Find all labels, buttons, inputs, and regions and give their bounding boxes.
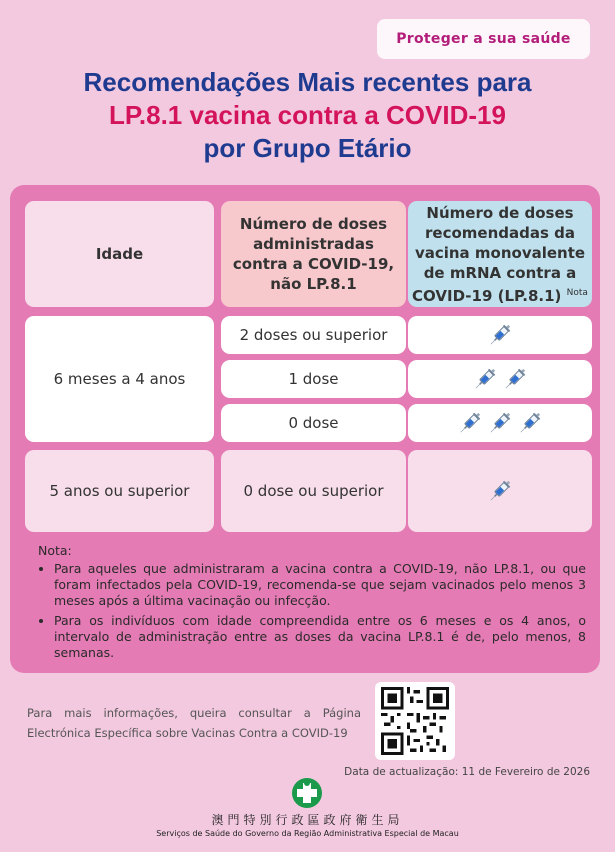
doses-cell-3: 0 dose [221, 404, 406, 442]
notes-title: Nota: [38, 543, 72, 558]
age-group-2: 5 anos ou superior [25, 450, 214, 532]
syringe-icon [487, 410, 513, 436]
recommended-cell-4 [408, 450, 592, 532]
title-line-2: LP.8.1 vacina contra a COVID-19 [109, 100, 506, 130]
update-date: Data de actualização: 11 de Fevereiro de 2026 [344, 766, 590, 778]
recommended-cell-2 [408, 360, 592, 398]
header-age: Idade [25, 201, 214, 307]
notes-section [38, 543, 586, 665]
header-doses-administered: Número de doses administradas contra a COVID-19, não LP.8.1 [221, 201, 406, 307]
note-item: • Para aqueles que administraram a vacina contra a COVID-19, não LP.8.1, ou que foram infectados pela COVID-19, recomenda-se que sejam vacinados pelo menos 3 meses após a última vacinação ou infecção. [54, 561, 586, 609]
tagline: Proteger a sua saúde [377, 19, 590, 59]
doses-cell-1: 2 doses ou superior [221, 316, 406, 354]
header-note-mark: Nota [566, 287, 588, 298]
syringe-icon [472, 366, 498, 392]
header-recommended-text: Número de doses recomendadas da vacina monovalente de mRNA contra a COVID-19 (LP.8.1) [412, 203, 586, 305]
qr-code-icon [381, 687, 449, 755]
recommendation-table [10, 185, 600, 673]
agency-name-portuguese: Serviços de Saúde do Governo da Região Administrativa Especial de Macau [156, 829, 459, 838]
recommended-cell-1 [408, 316, 592, 354]
qr-code[interactable] [375, 682, 455, 760]
recommended-cell-3 [408, 404, 592, 442]
more-info-text: Para mais informações, queira consultar a Página Electrónica Específica sobre Vacinas Contra a COVID-19 [27, 706, 361, 740]
syringe-icon [502, 366, 528, 392]
title-line-1: Recomendações Mais recentes para [83, 67, 532, 97]
doses-cell-4: 0 dose ou superior [221, 450, 406, 532]
syringe-icon [487, 322, 513, 348]
syringe-icon [487, 478, 513, 504]
syringe-icon [457, 410, 483, 436]
doses-cell-2: 1 dose [221, 360, 406, 398]
note-item: • Para os indivíduos com idade compreendida entre os 6 meses e os 4 anos, o intervalo de administração entre as doses da vacina LP.8.1 é de, pelo menos, 8 semanas. [54, 613, 586, 661]
agency-name-chinese: 澳門特別行政區政府衛生局 [211, 813, 404, 827]
header-doses-recommended [408, 201, 592, 307]
health-bureau-logo-icon [290, 776, 324, 810]
title-line-3: por Grupo Etário [203, 133, 412, 163]
page-title [0, 66, 615, 165]
age-group-1: 6 meses a 4 anos [25, 316, 214, 442]
syringe-icon [517, 410, 543, 436]
